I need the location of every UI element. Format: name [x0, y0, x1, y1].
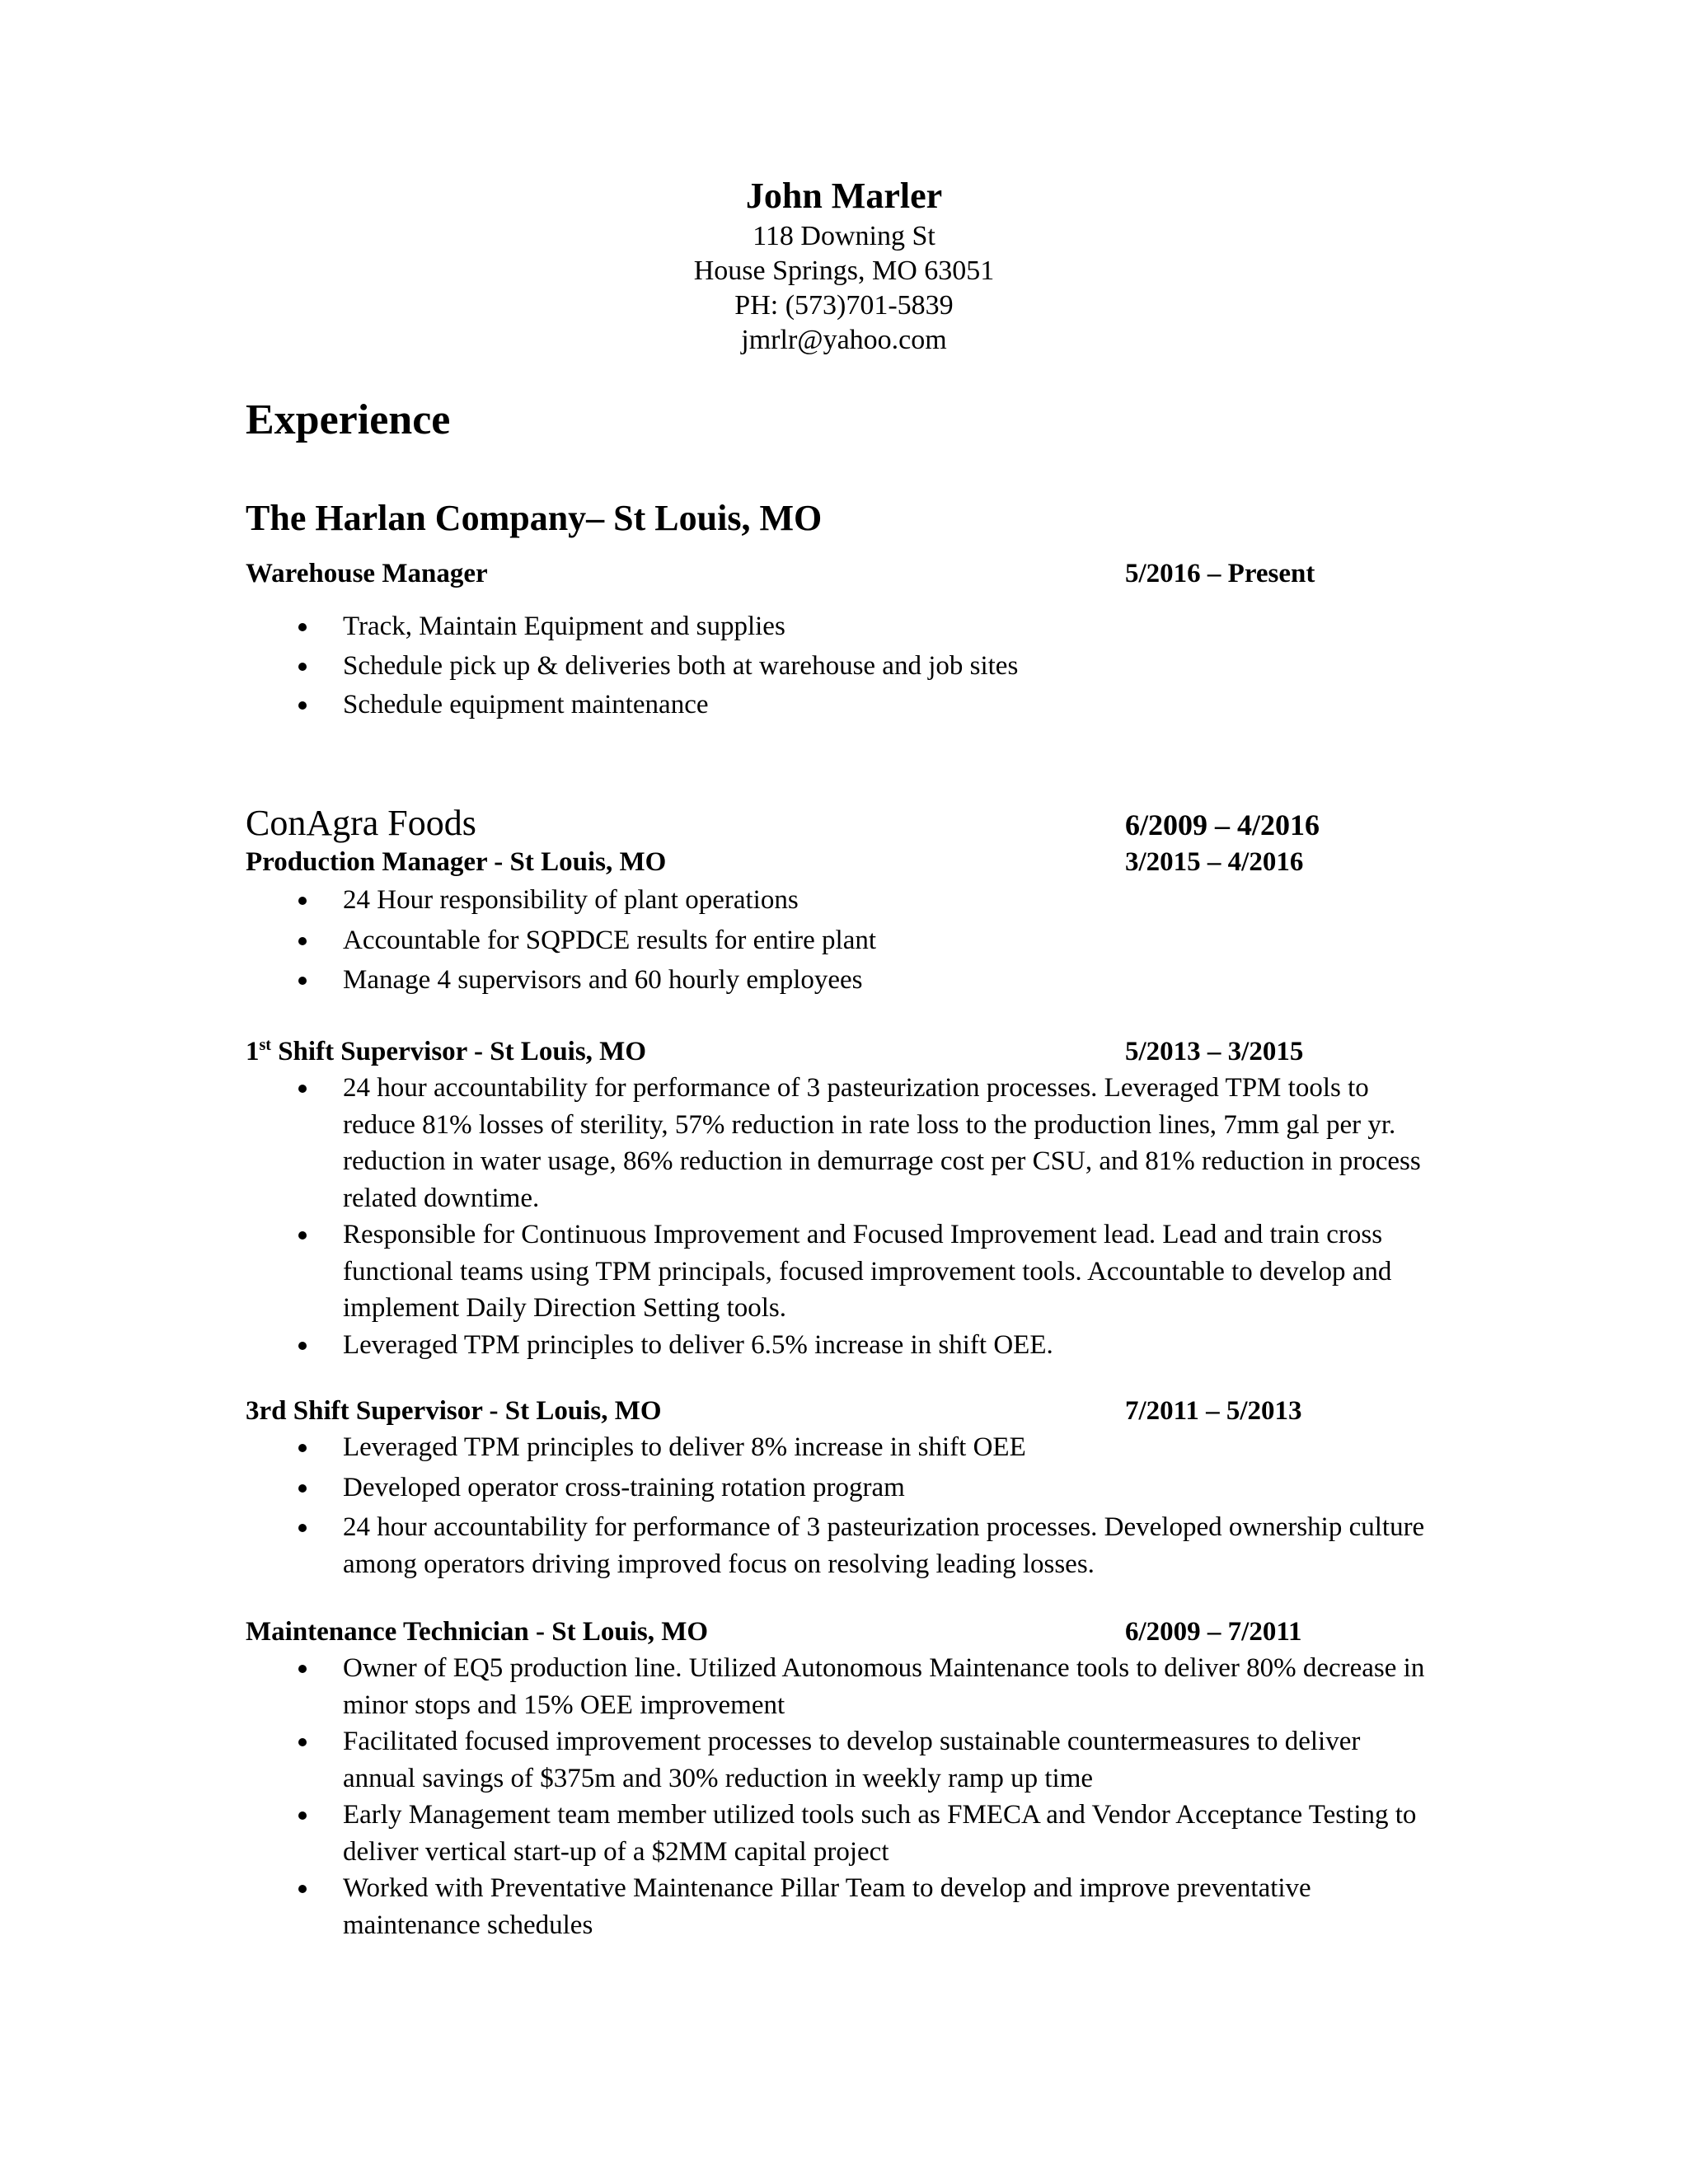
list-item: 24 hour accountability for performance of 3 pasteurization processes. Developed ownership culture among operators driving improved focus on resolving leading losses. — [0, 1509, 1431, 1582]
list-item: Leveraged TPM principles to deliver 8% increase in shift OEE — [0, 1429, 1431, 1466]
applicant-name: John Marler — [745, 176, 943, 216]
list-item: Accountable for SQPDCE results for entire plant — [0, 922, 1431, 959]
list-item: Owner of EQ5 production line. Utilized Autonomous Maintenance tools to deliver 80% decrease in minor stops and 15% OEE improvement — [0, 1650, 1431, 1723]
list-item: Responsible for Continuous Improvement and Focused Improvement lead. Lead and train cross functional teams using TPM principals, focused improvement tools. Accountable to develop and implement Daily Direction Setting tools. — [0, 1216, 1431, 1327]
bullet-list-production-manager — [0, 882, 1688, 999]
job-dates-production-manager: 3/2015 – 4/2016 — [1125, 847, 1304, 877]
bullet-list-3rd-shift-supervisor — [0, 1429, 1688, 1582]
list-item: Early Management team member utilized tools such as FMECA and Vendor Acceptance Testing to deliver vertical start-up of a $2MM capital project — [0, 1797, 1431, 1870]
bullet-list-1st-shift-supervisor — [0, 1070, 1688, 1363]
list-item: Schedule equipment maintenance — [0, 687, 1431, 724]
list-item: Schedule pick up & deliveries both at warehouse and job sites — [0, 648, 1431, 685]
list-item: Manage 4 supervisors and 60 hourly employees — [0, 962, 1431, 999]
job-title-ordinal-suffix: st — [259, 1036, 271, 1054]
list-item: 24 hour accountability for performance of 3 pasteurization processes. Leveraged TPM tools to reduce 81% losses of sterility, 57% reduction in rate loss to the production lines, 7mm gal per yr. reduction in water usage, 86% reduction in demurrage cost per CSU, and 81% reduction in process related downtime. — [0, 1070, 1431, 1216]
job-title-1st-shift-supervisor — [246, 1033, 646, 1070]
list-item: 24 Hour responsibility of plant operations — [0, 882, 1431, 919]
list-item: Facilitated focused improvement processes to develop sustainable countermeasures to deliver annual savings of $375m and 30% reduction in weekly ramp up time — [0, 1723, 1431, 1797]
list-item: Developed operator cross-training rotation program — [0, 1469, 1431, 1507]
job-title-production-manager: Production Manager - St Louis, MO — [246, 847, 667, 877]
job-dates-maintenance-technician: 6/2009 – 7/2011 — [1125, 1617, 1302, 1647]
job-title-maintenance-technician: Maintenance Technician - St Louis, MO — [246, 1617, 709, 1647]
bullet-list-maintenance-technician — [0, 1650, 1688, 1943]
job-title-number: 1 — [246, 1037, 260, 1066]
address-line-1: 118 Downing St — [753, 221, 935, 251]
job-dates-1st-shift-supervisor: 5/2013 – 3/2015 — [1125, 1037, 1304, 1066]
job-title-3rd-shift-supervisor: 3rd Shift Supervisor - St Louis, MO — [246, 1396, 662, 1426]
company-harlan: The Harlan Company– St Louis, MO — [246, 498, 823, 538]
experience-heading: Experience — [246, 396, 451, 443]
company-dates-conagra: 6/2009 – 4/2016 — [1125, 808, 1320, 841]
address-line-2: House Springs, MO 63051 — [693, 255, 995, 286]
job-title-text: Shift Supervisor - St Louis, MO — [270, 1037, 646, 1066]
list-item: Track, Maintain Equipment and supplies — [0, 608, 1431, 645]
email-address: jmrlr@yahoo.com — [741, 325, 947, 355]
contact-header — [0, 173, 1688, 358]
company-conagra: ConAgra Foods — [246, 803, 476, 843]
bullet-list-warehouse-manager — [0, 608, 1688, 726]
job-dates-warehouse-manager: 5/2016 – Present — [1125, 559, 1315, 588]
job-title-warehouse-manager: Warehouse Manager — [246, 559, 488, 588]
list-item: Worked with Preventative Maintenance Pillar Team to develop and improve preventative maintenance schedules — [0, 1870, 1431, 1943]
phone-number: PH: (573)701-5839 — [734, 290, 954, 321]
list-item: Leveraged TPM principles to deliver 6.5% increase in shift OEE. — [0, 1327, 1431, 1364]
job-dates-3rd-shift-supervisor: 7/2011 – 5/2013 — [1125, 1396, 1302, 1426]
